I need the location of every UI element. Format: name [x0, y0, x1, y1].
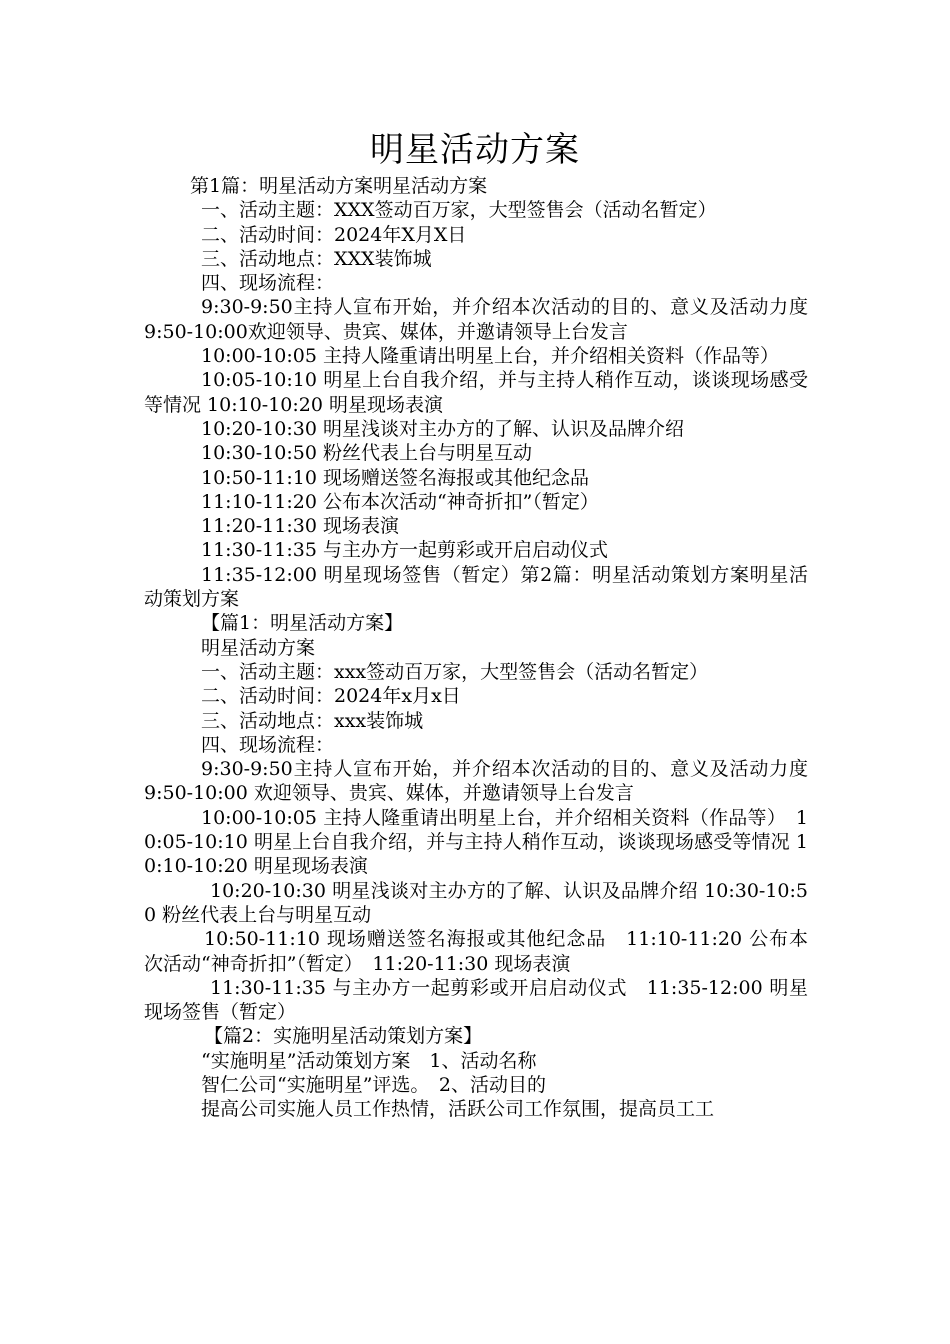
paragraph: 10:20-10:30 明星浅谈对主办方的了解、认识及品牌介绍 10:30-10:50 粉丝代表上台与明星互动 — [144, 879, 808, 926]
paragraph: 四、现场流程： — [201, 733, 335, 756]
paragraph: 三、活动地点：xxx装饰城 — [201, 709, 424, 732]
paragraph: 10:50-11:10 现场赠送签名海报或其他纪念品 — [201, 466, 589, 489]
paragraph: 10:00-10:05 主持人隆重请出明星上台，并介绍相关资料（作品等） 10:05-10:10 明星上台自我介绍，并与主持人稍作互动，谈谈现场感受等情况 10:10-10:20 明星现场表演 — [144, 806, 808, 878]
page-title: 明星活动方案 — [370, 130, 580, 170]
paragraph: 11:20-11:30 现场表演 — [201, 515, 399, 538]
paragraph: 【篇2：实施明星活动策划方案】 — [204, 1025, 483, 1048]
paragraph: 【篇1：明星活动方案】 — [201, 612, 404, 635]
paragraph: 第1篇：明星活动方案明星活动方案 — [190, 175, 488, 197]
paragraph: 9:30-9:50主持人宣布开始，并介绍本次活动的目的、意义及活动力度 9:50-10:00 欢迎领导、贵宾、媒体，并邀请领导上台发言 — [144, 758, 808, 805]
paragraph: 11:30-11:35 与主办方一起剪彩或开启启动仪式 — [201, 539, 608, 562]
paragraph: 10:20-10:30 明星浅谈对主办方的了解、认识及品牌介绍 — [201, 417, 684, 440]
paragraph: 二、活动时间：2024年x月x日 — [201, 685, 461, 708]
paragraph: 四、现场流程： — [201, 272, 335, 295]
paragraph: 10:05-10:10 明星上台自我介绍，并与主持人稍作互动，谈谈现场感受等情况 10:10-10:20 明星现场表演 — [144, 369, 808, 416]
paragraph: 二、活动时间：2024年X月X日 — [201, 223, 467, 246]
paragraph: 10:00-10:05 主持人隆重请出明星上台，并介绍相关资料（作品等） — [201, 345, 779, 368]
paragraph: 11:30-11:35 与主办方一起剪彩或开启启动仪式 11:35-12:00 明星现场签售（暂定） — [144, 976, 808, 1024]
paragraph: 三、活动地点：XXX装饰城 — [201, 247, 432, 270]
paragraph: 提高公司实施人员工作热情，活跃公司工作氛围，提高员工工 — [201, 1098, 715, 1121]
paragraph: 智仁公司“实施明星”评选。 2、活动目的 — [201, 1073, 547, 1096]
paragraph: 一、活动主题：XXX签动百万家，大型签售会（活动名暂定） — [201, 199, 717, 222]
paragraph: 一、活动主题：xxx签动百万家，大型签售会（活动名暂定） — [201, 660, 709, 683]
paragraph: 11:10-11:20 公布本次活动“神奇折扣”（暂定） — [201, 490, 599, 513]
paragraph: 9:30-9:50主持人宣布开始，并介绍本次活动的目的、意义及活动力度 9:50-10:00欢迎领导、贵宾、媒体，并邀请领导上台发言 — [144, 296, 808, 343]
paragraph: 11:35-12:00 明星现场签售（暂定）第2篇：明星活动策划方案明星活动策划方案 — [144, 563, 808, 611]
paragraph: 明星活动方案 — [201, 636, 316, 659]
document-body — [144, 174, 808, 1122]
paragraph: 10:30-10:50 粉丝代表上台与明星互动 — [201, 442, 532, 465]
paragraph: 10:50-11:10 现场赠送签名海报或其他纪念品 11:10-11:20 公布本次活动“神奇折扣”（暂定） 11:20-11:30 现场表演 — [144, 928, 808, 975]
paragraph: “实施明星”活动策划方案 1、活动名称 — [201, 1049, 537, 1072]
